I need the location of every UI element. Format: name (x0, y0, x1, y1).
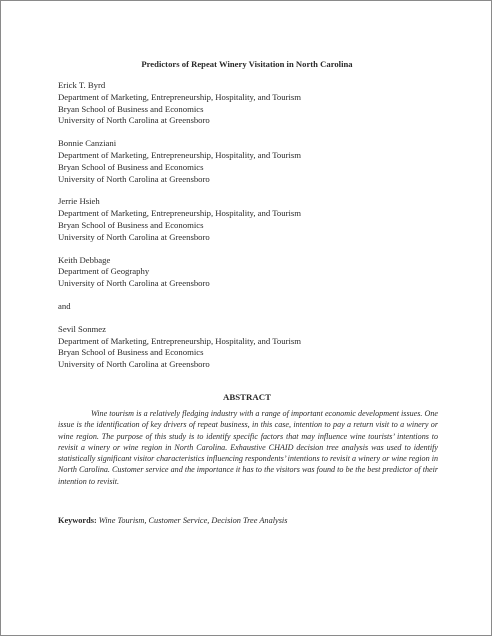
author-name: Erick T. Byrd (58, 80, 106, 90)
author-block (58, 255, 458, 290)
author-department: Department of Marketing, Entrepreneurship, Hospitality, and Tourism (58, 149, 302, 160)
author-school: Bryan School of Business and Economics (58, 103, 204, 114)
author-name: Jerrie Hsieh (58, 196, 100, 207)
author-department: Department of Marketing, Entrepreneurship, Hospitality, and Tourism (58, 91, 302, 102)
author-school: Bryan School of Business and Economics (58, 347, 204, 358)
author-block (58, 138, 458, 185)
author-list (58, 80, 458, 382)
author-university: University of North Carolina at Greensboro (58, 231, 210, 242)
author-university: University of North Carolina at Greensboro (58, 173, 210, 184)
author-block (58, 324, 458, 371)
keywords-line (58, 515, 448, 526)
abstract-heading: ABSTRACT (223, 392, 271, 402)
author-name: Sevil Sonmez (58, 323, 107, 334)
author-school: Bryan School of Business and Economics (58, 219, 204, 230)
author-block (58, 80, 458, 127)
abstract-text: Wine tourism is a relatively fledging industry with a range of important economic development issues. One issue is the identification of key drivers of repeat business, in this case, intention to pay a return visit to a winery or wine region. The purpose of this study is to identify specific factors that may influence wine tourists’ intentions to revisit a winery or wine region in North Carolina. Exhaustive CHAID decision tree analysis was used to identify statistically significant visitor characteristics influencing respondents’ intentions to revisit a winery or wine region in North Carolina. Customer service and the importance it has to the visitors was found to be the best predictor of their intention to revisit. (58, 409, 438, 486)
author-university: University of North Carolina at Greensboro (58, 278, 210, 289)
keywords-label: Keywords: (58, 516, 97, 525)
author-department: Department of Geography (58, 266, 150, 277)
author-department: Department of Marketing, Entrepreneurship, Hospitality, and Tourism (58, 208, 302, 219)
author-university: University of North Carolina at Greensboro (58, 115, 210, 126)
author-school: Bryan School of Business and Economics (58, 161, 204, 172)
paper-title: Predictors of Repeat Winery Visitation in North Carolina (141, 59, 353, 69)
author-block (58, 196, 458, 243)
author-name: Keith Debbage (58, 254, 111, 265)
author-conjunction: and (58, 300, 71, 311)
author-university: University of North Carolina at Greensboro (58, 359, 210, 370)
keywords-value: Wine Tourism, Customer Service, Decision Tree Analysis (98, 516, 288, 525)
author-name: Bonnie Canziani (58, 138, 117, 149)
author-department: Department of Marketing, Entrepreneurship, Hospitality, and Tourism (58, 335, 302, 346)
